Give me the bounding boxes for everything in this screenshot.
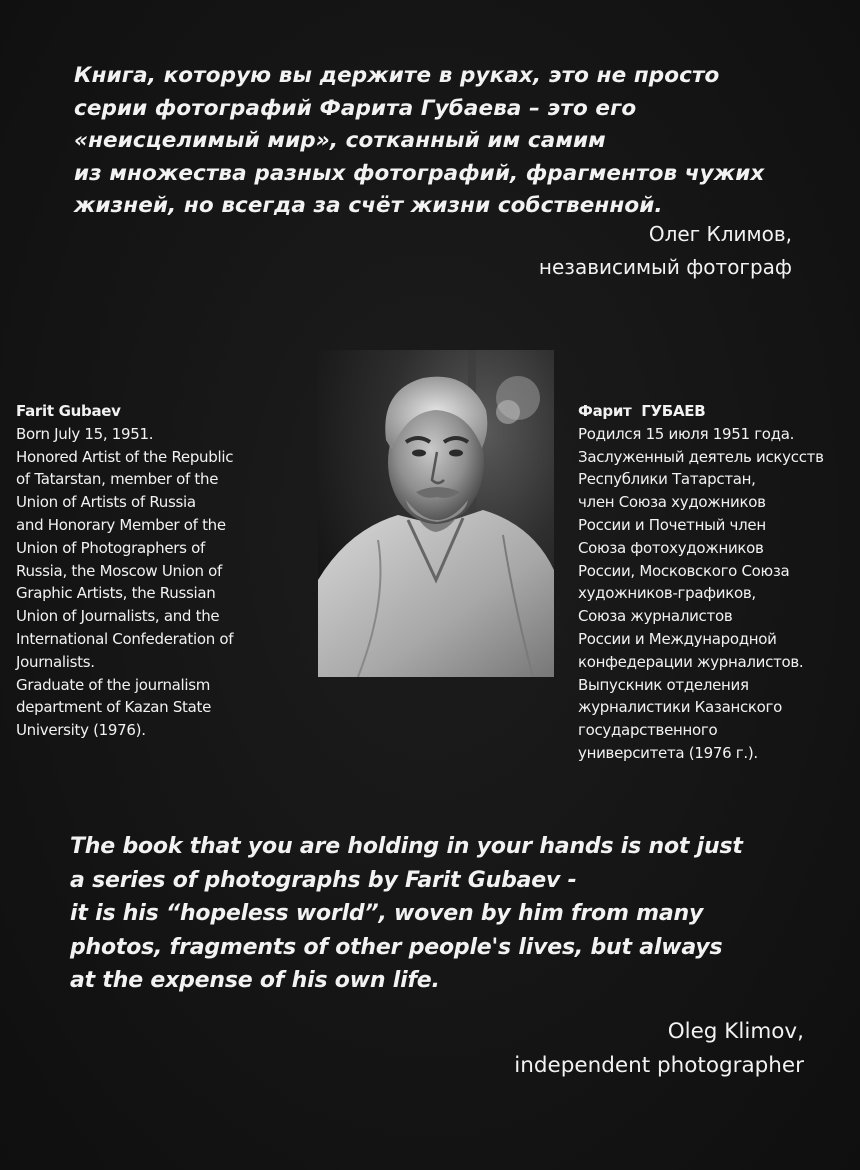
bio-en-line: International Confederation of	[16, 629, 234, 648]
bio-en-line: University (1976).	[16, 721, 146, 740]
bio-ru-line: художников-графиков,	[578, 584, 756, 603]
quote-ru-line: «неисцелимый мир», сотканный им самим	[74, 128, 606, 153]
bio-ru-line: Выпускник отделения	[578, 675, 749, 694]
bio-ru-line: Родился 15 июля 1951 года.	[578, 424, 795, 443]
quote-ru-attribution	[539, 218, 792, 284]
quote-ru-author: Олег Климов,	[648, 222, 792, 246]
bio-ru-name: Фарит ГУБАЕВ	[578, 402, 706, 420]
biography-english	[16, 400, 306, 742]
bio-ru-line: журналистики Казанского	[578, 698, 783, 717]
quote-en-line: at the expense of his own life.	[70, 968, 440, 993]
bio-en-line: Union of Photographers of	[16, 538, 205, 557]
quote-ru-line: серии фотографий Фарита Губаева – это его	[74, 95, 637, 121]
bio-ru-line: России, Московского Союза	[578, 561, 790, 580]
bio-en-line: and Honorary Member of the	[16, 515, 226, 534]
bio-en-line: Honored Artist of the Republic	[16, 447, 234, 466]
bio-ru-line: член Союза художников	[578, 493, 766, 512]
quote-ru-line: из множества разных фотографий, фрагментов чужих	[74, 160, 765, 186]
quote-russian	[74, 60, 804, 223]
biography-russian	[578, 400, 848, 765]
bio-ru-line: России и Почетный член	[578, 515, 766, 534]
quote-ru-author-role: независимый фотограф	[538, 255, 792, 279]
quote-en-line: The book that you are holding in your hands is not just	[70, 834, 743, 859]
bio-en-line: of Tatarstan, member of the	[16, 470, 219, 489]
bio-en-line: Russia, the Moscow Union of	[16, 561, 223, 580]
bio-en-line: Born July 15, 1951.	[16, 424, 154, 443]
bio-ru-line: Союза фотохудожников	[578, 538, 764, 557]
quote-en-author-role: independent photographer	[514, 1053, 804, 1078]
quote-ru-line: жизней, но всегда за счёт жизни собственной.	[74, 193, 663, 218]
quote-english	[70, 830, 810, 998]
bio-en-line: Union of Artists of Russia	[16, 493, 196, 512]
bio-en-line: Journalists.	[16, 652, 95, 671]
bio-en-line: Graduate of the journalism	[16, 675, 211, 694]
bio-en-line: Graphic Artists, the Russian	[16, 584, 216, 603]
portrait-image	[318, 350, 554, 677]
author-portrait-photo	[318, 350, 554, 677]
quote-en-line: photos, fragments of other people's lives, but always	[70, 934, 723, 960]
bio-en-line: Union of Journalists, and the	[16, 607, 220, 626]
quote-en-line: it is his “hopeless world”, woven by him from many	[70, 901, 704, 926]
bio-ru-line: Республики Татарстан,	[578, 470, 756, 489]
bio-ru-line: университета (1976 г.).	[578, 743, 758, 762]
bio-en-line: department of Kazan State	[16, 698, 212, 717]
quote-en-attribution	[514, 1015, 804, 1083]
quote-en-author: Oleg Klimov,	[667, 1019, 804, 1044]
bio-ru-line: государственного	[578, 721, 718, 740]
quote-ru-line: Книга, которую вы держите в руках, это не просто	[74, 63, 720, 88]
bio-ru-line: России и Международной	[578, 629, 777, 648]
bio-ru-line: Союза журналистов	[578, 607, 733, 626]
bio-en-name: Farit Gubaev	[16, 402, 121, 420]
bio-ru-line: конфедерации журналистов.	[578, 652, 804, 671]
bio-ru-line: Заслуженный деятель искусств	[578, 447, 824, 466]
quote-en-line: a series of photographs by Farit Gubaev -	[70, 867, 577, 893]
